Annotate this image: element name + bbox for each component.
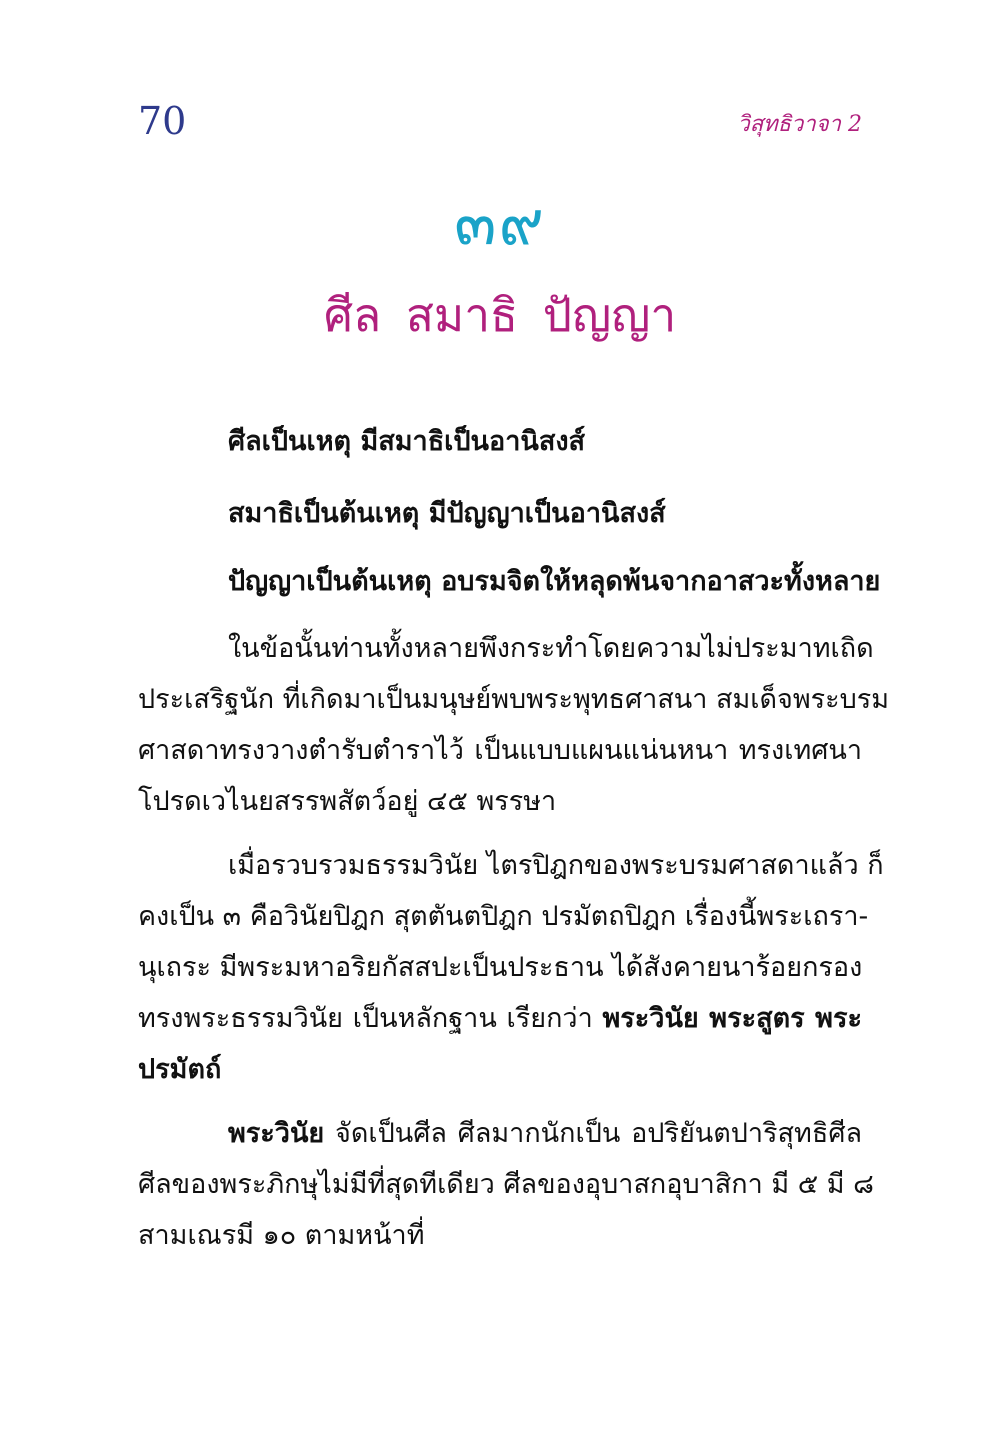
paragraph-line [138, 1108, 862, 1159]
emphasized-text: ปรมัตถ์ [138, 1054, 222, 1085]
paragraph-line [138, 993, 862, 1044]
paragraph-text: ทรงพระธรรมวินัย เป็นหลักฐาน เรียกว่า [138, 1003, 603, 1034]
paragraph-line: นุเถระ มีพระมหาอริยกัสสปะเป็นประธาน ได้สังคายนาร้อยกรอง [138, 952, 863, 983]
paragraph-line: สามเณรมี ๑๐ ตามหน้าที่ [138, 1220, 425, 1251]
paragraph-line: ศีลของพระภิกษุไม่มีที่สุดทีเดียว ศีลของอุบาสกอุบาสิกา มี ๕ มี ๘ [138, 1169, 874, 1200]
body-paragraph [138, 623, 890, 827]
page-number: 70 [138, 99, 187, 143]
emphasized-text: พระวินัย [228, 1118, 325, 1149]
paragraph-line: ในข้อนั้นท่านทั้งหลายพึงกระทำโดยความไม่ประมาทเถิด [228, 633, 874, 664]
verse-line: ปัญญาเป็นต้นเหตุ อบรมจิตให้หลุดพ้นจากอาสวะทั้งหลาย [228, 566, 881, 597]
chapter-number: ๓๙ [454, 186, 546, 259]
paragraph-line: เมื่อรวบรวมธรรมวินัย ไตรปิฎกของพระบรมศาสดาแล้ว ก็ [228, 850, 884, 881]
paragraph-line: คงเป็น ๓ คือวินัยปิฎก สุตตันตปิฎก ปรมัตถปิฎก เรื่องนี้พระเถรา- [138, 901, 869, 932]
verse-line: สมาธิเป็นต้นเหตุ มีปัญญาเป็นอานิสงส์ [228, 498, 666, 529]
paragraph-text: จัดเป็นศีล ศีลมากนักเป็น อปริยันตปาริสุทธิศีล [324, 1118, 862, 1149]
verse-line: ศีลเป็นเหตุ มีสมาธิเป็นอานิสงส์ [228, 426, 585, 457]
running-title: วิสุทธิวาจา 2 [737, 112, 862, 137]
emphasized-text: พระวินัย พระสูตร พระ [602, 1003, 862, 1034]
paragraph-line: ศาสดาทรงวางตำรับตำราไว้ เป็นแบบแผนแน่นหนา ทรงเทศนา [138, 735, 862, 766]
paragraph-line: ประเสริฐนัก ที่เกิดมาเป็นมนุษย์พบพระพุทธศาสนา สมเด็จพระบรม [138, 684, 890, 715]
body-paragraph [138, 1108, 874, 1261]
paragraph-line: โปรดเวไนยสรรพสัตว์อยู่ ๔๕ พรรษา [138, 786, 557, 817]
body-paragraph [138, 840, 884, 1095]
chapter-title: ศีล สมาธิ ปัญญา [323, 288, 677, 342]
